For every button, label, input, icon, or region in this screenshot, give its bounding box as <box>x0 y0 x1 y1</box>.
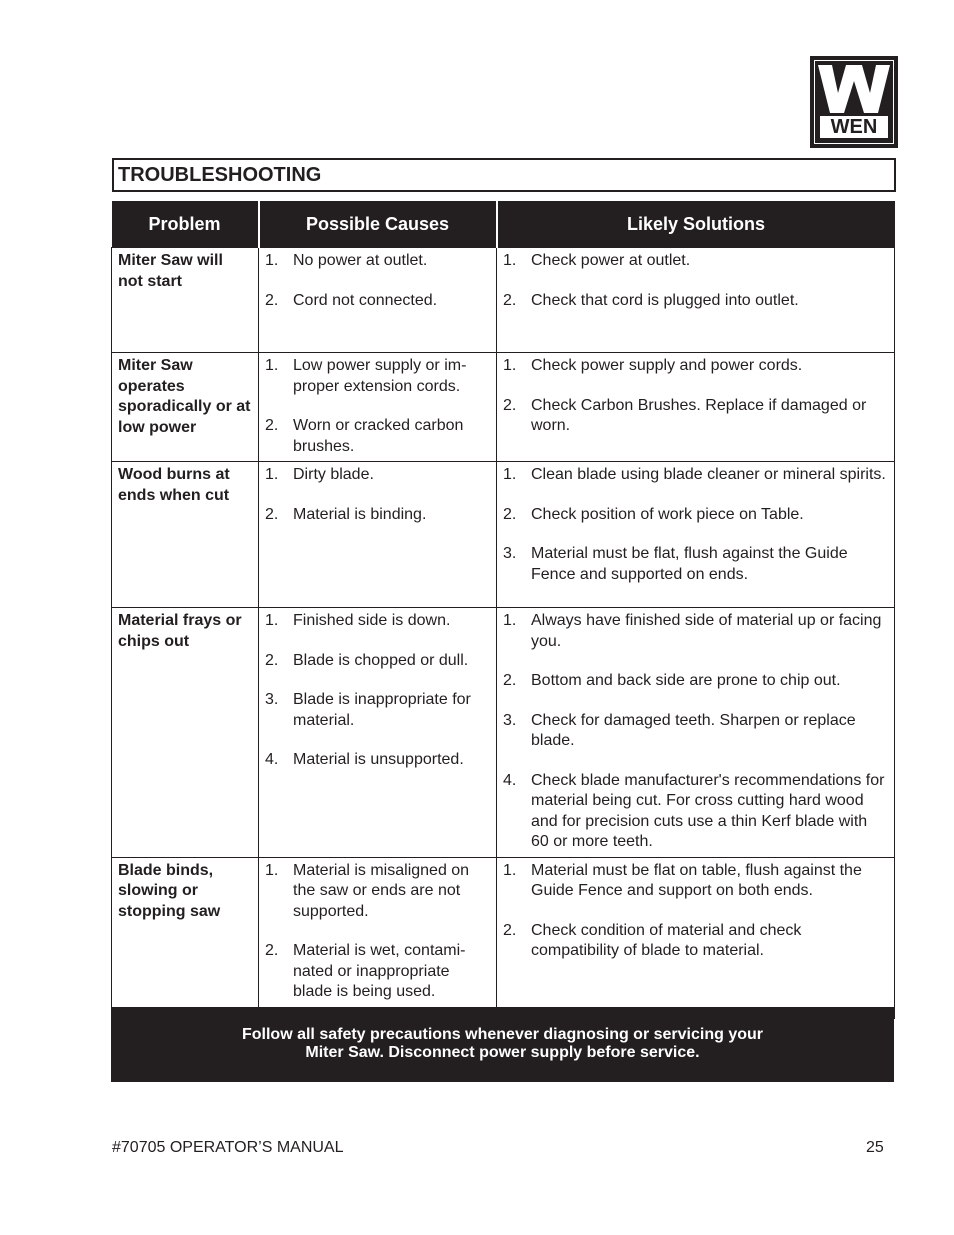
item-number: 1. <box>503 466 517 483</box>
list-item <box>265 291 490 312</box>
item-number: 1. <box>265 357 279 374</box>
solutions-cell <box>497 857 895 1018</box>
item-text: Check power supply and power cords. <box>531 357 803 374</box>
solutions-cell <box>497 248 895 353</box>
item-text: Finished side is down. <box>293 612 451 629</box>
list-item <box>503 291 888 312</box>
causes-list <box>265 611 490 771</box>
item-number: 1. <box>265 252 279 269</box>
safety-note <box>111 1007 894 1082</box>
item-text: No power at outlet. <box>293 252 428 269</box>
solutions-cell <box>497 462 895 608</box>
item-number: 1. <box>265 612 279 629</box>
item-text: Material is misaligned on the saw or ends are not supported. <box>293 861 470 920</box>
list-item <box>503 356 888 377</box>
item-text: Check position of work piece on Table. <box>531 505 804 523</box>
item-text: Check that cord is plugged into outlet. <box>531 291 799 309</box>
item-text: Check Carbon Brushes. Replace if damaged or worn. <box>531 396 867 434</box>
item-number: 2. <box>503 291 517 309</box>
page-number: 25 <box>866 1139 884 1156</box>
causes-cell <box>259 248 497 353</box>
solutions-list <box>503 611 888 853</box>
item-number: 2. <box>503 505 517 523</box>
table-row <box>112 857 895 1018</box>
causes-cell <box>259 857 497 1018</box>
item-number: 2. <box>265 651 279 669</box>
troubleshooting-table <box>111 201 895 1019</box>
item-text: Always have finished side of material up or facing you. <box>531 612 882 650</box>
logo-w-mark-icon <box>816 63 892 115</box>
solutions-list <box>503 861 888 962</box>
problem-cell: Wood burns at ends when cut <box>112 462 259 608</box>
item-number: 2. <box>503 921 517 939</box>
list-item <box>265 690 490 731</box>
item-number: 1. <box>503 357 517 374</box>
item-text: Low power supply or im-proper extension cords. <box>293 357 467 395</box>
list-item <box>265 465 490 486</box>
table-row <box>112 608 895 858</box>
causes-cell <box>259 462 497 608</box>
logo-wordmark: WEN <box>820 116 888 138</box>
problem-cell: Material frays or chips out <box>112 608 259 858</box>
item-number: 2. <box>265 291 279 309</box>
list-item <box>503 711 888 752</box>
causes-cell <box>259 353 497 462</box>
item-text: Cord not connected. <box>293 291 438 309</box>
list-item <box>265 611 490 632</box>
list-item <box>265 750 490 771</box>
causes-list <box>265 861 490 1003</box>
item-text: Bottom and back side are prone to chip out. <box>531 672 841 689</box>
item-text: Material must be flat on table, flush against the Guide Fence and support on both ends. <box>531 861 862 899</box>
item-number: 1. <box>503 252 517 269</box>
problem-cell: Miter Saw will not start <box>112 248 259 353</box>
header-possible-causes: Possible Causes <box>259 201 497 248</box>
item-text: Blade is inappropriate for material. <box>293 691 471 729</box>
list-item <box>503 671 888 692</box>
item-text: Dirty blade. <box>293 466 374 483</box>
problem-cell: Blade binds, slowing or stopping saw <box>112 857 259 1018</box>
solutions-cell <box>497 353 895 462</box>
item-number: 2. <box>503 672 517 689</box>
item-number: 3. <box>503 545 517 562</box>
solutions-list <box>503 251 888 311</box>
item-text: Material is binding. <box>293 505 427 523</box>
item-number: 3. <box>503 711 517 729</box>
list-item <box>503 465 888 486</box>
problem-cell: Miter Saw operates sporadically or at low power <box>112 353 259 462</box>
item-text: Check for damaged teeth. Sharpen or replace blade. <box>531 711 856 749</box>
wen-logo <box>810 56 898 148</box>
item-number: 1. <box>503 612 517 629</box>
list-item <box>503 611 888 652</box>
solutions-list <box>503 465 888 585</box>
list-item <box>503 544 888 585</box>
item-number: 2. <box>265 505 279 523</box>
item-text: Material is unsupported. <box>293 751 464 768</box>
item-number: 1. <box>265 861 279 879</box>
item-text: Material must be flat, flush against the Guide Fence and supported on ends. <box>531 545 848 583</box>
item-text: Worn or cracked carbon brushes. <box>293 417 464 455</box>
table-header-row <box>112 201 895 248</box>
manual-title: #70705 OPERATOR’S MANUAL <box>112 1139 344 1156</box>
list-item <box>265 356 490 397</box>
item-text: Check blade manufacturer's recommendations for material being cut. For cross cutting hard wood and for precision cuts use a thin Kerf blade with 60 or more teeth. <box>531 771 885 850</box>
list-item <box>265 505 490 526</box>
causes-list <box>265 465 490 525</box>
list-item <box>265 251 490 272</box>
table-row <box>112 353 895 462</box>
list-item <box>265 861 490 923</box>
item-text: Material is wet, contami-nated or inappropriate blade is being used. <box>293 942 466 1000</box>
list-item <box>503 861 888 902</box>
safety-note-line1: Follow all safety precautions whenever diagnosing or servicing your <box>241 1026 763 1043</box>
table-row <box>112 462 895 608</box>
causes-cell <box>259 608 497 858</box>
item-text: Blade is chopped or dull. <box>293 651 469 669</box>
item-number: 1. <box>265 466 279 483</box>
list-item <box>503 251 888 272</box>
header-likely-solutions: Likely Solutions <box>497 201 895 248</box>
header-problem: Problem <box>112 201 259 248</box>
item-text: Check condition of material and check compatibility of blade to material. <box>531 921 802 959</box>
list-item <box>503 396 888 437</box>
causes-list <box>265 251 490 311</box>
item-number: 4. <box>503 771 517 789</box>
list-item <box>503 505 888 526</box>
item-number: 4. <box>265 751 279 768</box>
list-item <box>503 771 888 853</box>
list-item <box>265 416 490 457</box>
item-number: 2. <box>503 396 517 414</box>
table-row <box>112 248 895 353</box>
item-number: 3. <box>265 691 279 708</box>
item-number: 1. <box>503 861 517 879</box>
section-title: TROUBLESHOOTING <box>112 158 896 192</box>
item-number: 2. <box>265 942 279 959</box>
list-item <box>265 941 490 1003</box>
solutions-list <box>503 356 888 437</box>
item-text: Clean blade using blade cleaner or mineral spirits. <box>531 466 886 483</box>
causes-list <box>265 356 490 457</box>
solutions-cell <box>497 608 895 858</box>
item-number: 2. <box>265 417 279 434</box>
list-item <box>503 921 888 962</box>
item-text: Check power at outlet. <box>531 252 691 269</box>
list-item <box>265 651 490 672</box>
safety-note-line2: Miter Saw. Disconnect power supply before service. <box>305 1044 700 1061</box>
